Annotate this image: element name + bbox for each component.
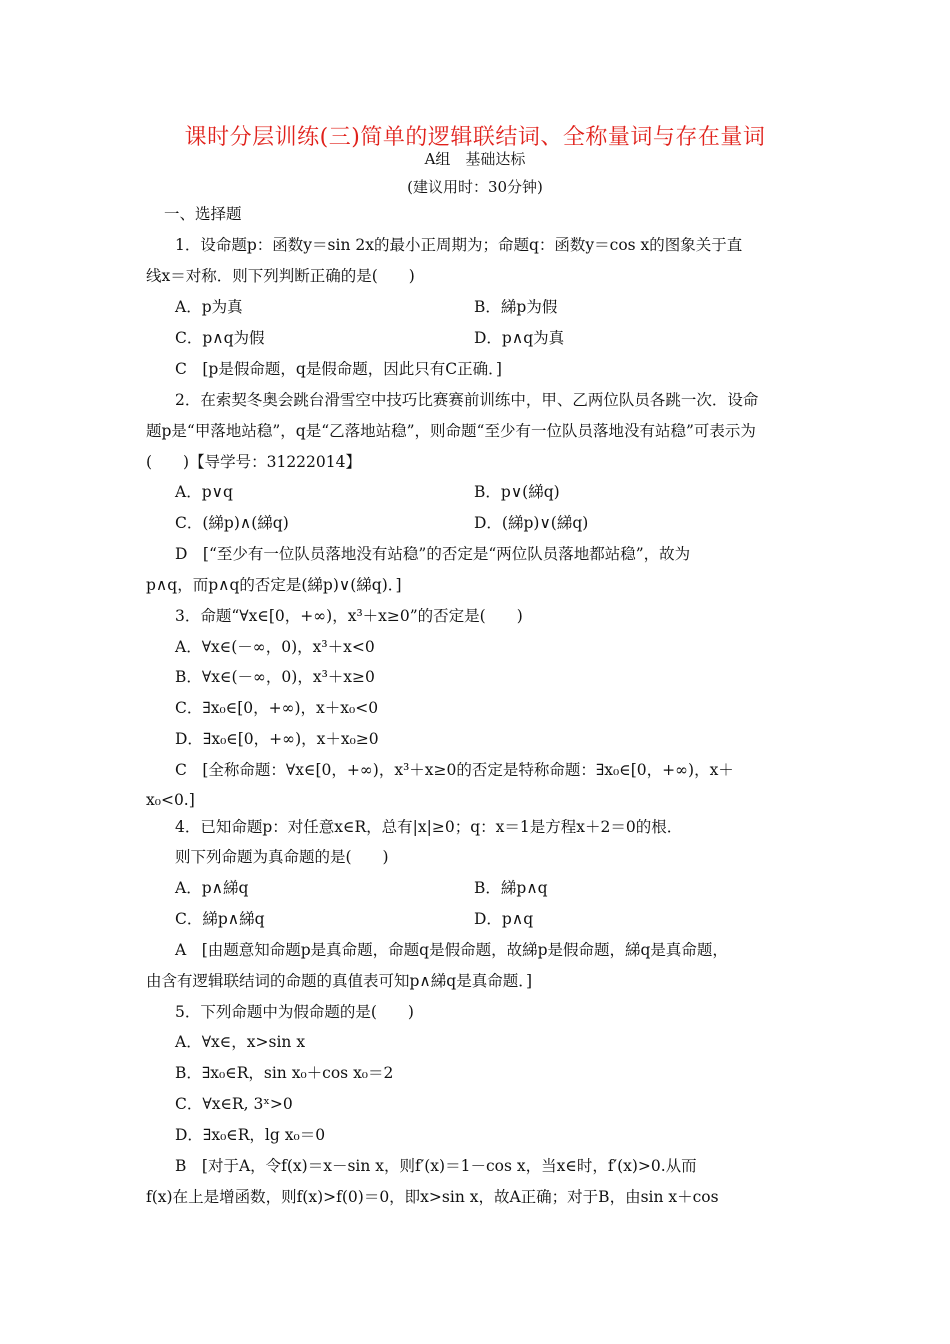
answer-5: f(x)在上是增函数，则f(x)>f(0)＝0，即x>sin x，故A正确；对于B，由sin x＋cos [146,1188,719,1206]
page-title: 课时分层训练(三)简单的逻辑联结词、全称量词与存在量词 [184,125,766,150]
option-c: C．(綈p)∧(綈q) [175,514,289,532]
option-c: C．p∧q为假 [175,329,265,347]
question-2-text: ( )【导学号：31222014】 [146,453,361,471]
option-d: D．(綈p)∨(綈q) [474,514,589,532]
question-1-text: 1．设命题p：函数y＝sin 2x的最小正周期为；命题q：函数y＝cos x的图象关于直 [175,236,743,254]
answer-4: 由含有逻辑联结词的命题的真值表可知p∧綈q是真命题．] [146,972,532,990]
option-b: B．綈p∧q [474,879,548,897]
option-b: B．綈p为假 [474,298,558,316]
option-a: A．∀x∈(－∞，0)，x³＋x<0 [175,638,375,656]
answer-5: B [对于A，令f(x)＝x－sin x，则f′(x)＝1－cos x，当x∈时，f′(x)>0.从而 [175,1157,697,1175]
option-b: B．p∨(綈q) [474,483,560,501]
option-b: B．∃x₀∈R，sin x₀＋cos x₀＝2 [175,1064,394,1082]
answer-1: C [p是假命题，q是假命题，因此只有C正确．] [175,360,502,378]
section-heading: 一、选择题 [164,205,242,223]
answer-3: C [全称命题：∀x∈[0，+∞)，x³＋x≥0的否定是特称命题：∃x₀∈[0，+∞)，x＋ [175,761,734,779]
question-4-text: 4．已知命题p：对任意x∈R，总有|x|≥0；q：x＝1是方程x＋2＝0的根． [175,818,683,836]
question-5-text: 5．下列命题中为假命题的是( ) [175,1003,414,1021]
question-4-text: 则下列命题为真命题的是( ) [175,848,389,866]
answer-4: A [由题意知命题p是真命题，命题q是假命题，故綈p是假命题，綈q是真命题， [175,941,728,959]
question-2-text: 2．在索契冬奥会跳台滑雪空中技巧比赛赛前训练中，甲、乙两位队员各跳一次．设命 [175,391,759,409]
option-a: A．p为真 [175,298,243,316]
option-a: A．p∧綈q [175,879,249,897]
option-d: D．p∧q为真 [474,329,565,347]
group-label: A组 基础达标 [424,150,526,168]
option-d: D．∃x₀∈R，lg x₀＝0 [175,1126,326,1144]
answer-2: p∧q，而p∧q的否定是(綈p)∨(綈q)．] [146,576,402,594]
option-c: C．綈p∧綈q [175,910,265,928]
time-note: (建议用时：30分钟) [407,178,543,196]
question-2-text: 题p是“甲落地站稳”，q是“乙落地站稳”，则命题“至少有一位队员落地没有站稳”可表示为 [146,422,756,440]
option-b: B．∀x∈(－∞，0)，x³＋x≥0 [175,668,375,686]
option-c: C．∀x∈R, 3ˣ>0 [175,1095,293,1113]
option-c: C．∃x₀∈[0，+∞)，x＋x₀<0 [175,699,379,717]
option-d: D．∃x₀∈[0，+∞)，x＋x₀≥0 [175,730,379,748]
option-a: A．∀x∈，x>sin x [175,1033,306,1051]
answer-3: x₀<0.] [146,791,195,809]
question-3-text: 3．命题“∀x∈[0，+∞)，x³＋x≥0”的否定是( ) [175,607,523,625]
question-1-text: 线x＝对称．则下列判断正确的是( ) [146,267,415,285]
option-a: A．p∨q [175,483,233,501]
answer-2: D [“至少有一位队员落地没有站稳”的否定是“两位队员落地都站稳”，故为 [175,545,691,563]
option-d: D．p∧q [474,910,534,928]
